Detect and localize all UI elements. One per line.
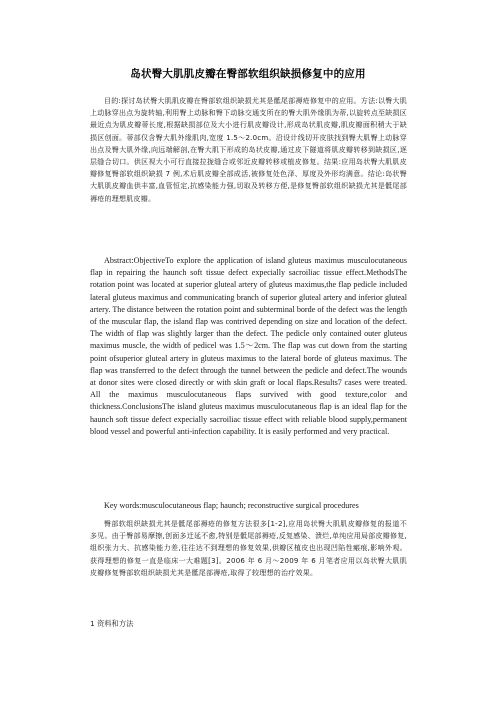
paper-title: 岛状臀大肌肌皮瓣在臀部软组织缺损修复中的应用	[130, 68, 366, 80]
abstract-english: Abstract:ObjectiveTo explore the application of island gluteus maximus musculocutaneous flap in repairing the haunch soft tissue defect expecially sacroiliac tissue effect.MethodsThe rotation point was located at superior gluteal artery of gluteus maximus,the flap pedicle included lateral gluteus maximus and communicating branch of superior gluteal artery and inferior gluteal artery. The distance between the rotation point and subterminal borde of the defect was the length of the muscular flap, the island flap was contrived depending on size and location of the defect. The width of flap was slightly larger than the defect. The pedicle only contained outer gluteus maximus muscle, the width of pedicel was 1.5～2cm. The flap was cut down from the starting point ofsuperior gluteal artery in gluteus maximus to the lateral borde of gluteus maximus. The flap was transferred to the defect through the tunnel between the pedicle and defect.The wounds at donor sites were closed directly or with skin graft or local flaps.Results7 cases were treated. All the maximus musculocutaneous flaps survived with good texture,color and thickness.ConclusionsThe island gluteus maximus musculocutaneous flap is an ideal flap for the haunch soft tissue defect expecially sacroiliac tissue effect with reliable blood supply,permanent blood vessel and powerful anti-infection capability. It is easily performed and very practical.	[90, 256, 407, 436]
keywords: Key words:musculocutaneous flap; haunch; reconstructive surgical procedures	[104, 501, 359, 510]
introduction-paragraph: 臀部软组织缺损尤其是骶尾部褥疮的修复方法很多[1-2],应用岛状臀大肌肌皮瓣修复的报道不多见。由于臀部易摩擦,创面多迁延不愈,特别是骶尾部褥疮,反复感染、溃烂,单纯应用局部皮瓣修复,组织张力大、抗感染能力差,往往达不到理想的修复效果,供瓣区植皮也出现凹陷性瘢痕,影响外观。获得理想的修复一直是临床一大难题[3]。2006 年 6 月～2009 年 6 月笔者应用以岛状臀大肌肌皮瓣修复臀部软组织缺损尤其是骶尾部褥疮,取得了较理想的治疗效果。	[90, 520, 407, 577]
abstract-chinese: 目的:探讨岛状臀大肌肌皮瓣在臀部软组织缺损尤其是骶尾部褥疮修复中的应用。方法:以臀大肌上动脉穿出点为旋转轴,利用臀上动脉和臀下动脉交通支所在的臀大肌外缘肌为蒂,以旋转点至缺损区最近点为肌皮瓣蒂长度,根据缺损部位及大小进行肌皮瓣设计,形成岛状肌皮瓣,肌皮瓣面积稍大于缺损区创面。蒂部仅含臀大肌外缘肌肉,宽度 1.5～2.0cm。沿设计线切开皮肤找到臀大肌臀上动脉穿出点及臀大肌外缘,向远端解剖,在臀大肌下形成的岛状皮瓣,通过皮下隧道将肌皮瓣转移到缺损区,逐层缝合切口。供区视大小可行直接拉拢缝合或邻近皮瓣转移或植皮修复。结果:应用岛状臀大肌肌皮瓣修复臀部软组织缺损 7 例,术后肌皮瓣全部成活,被修复处色泽、厚度及外形均满意。结论:岛状臀大肌肌皮瓣血供丰富,血管恒定,抗感染能力强,切取及转移方便,是修复臀部软组织缺损尤其是骶尾部褥疮的理想肌皮瓣。	[90, 97, 407, 203]
section-heading: 1 资料和方法	[90, 619, 134, 628]
